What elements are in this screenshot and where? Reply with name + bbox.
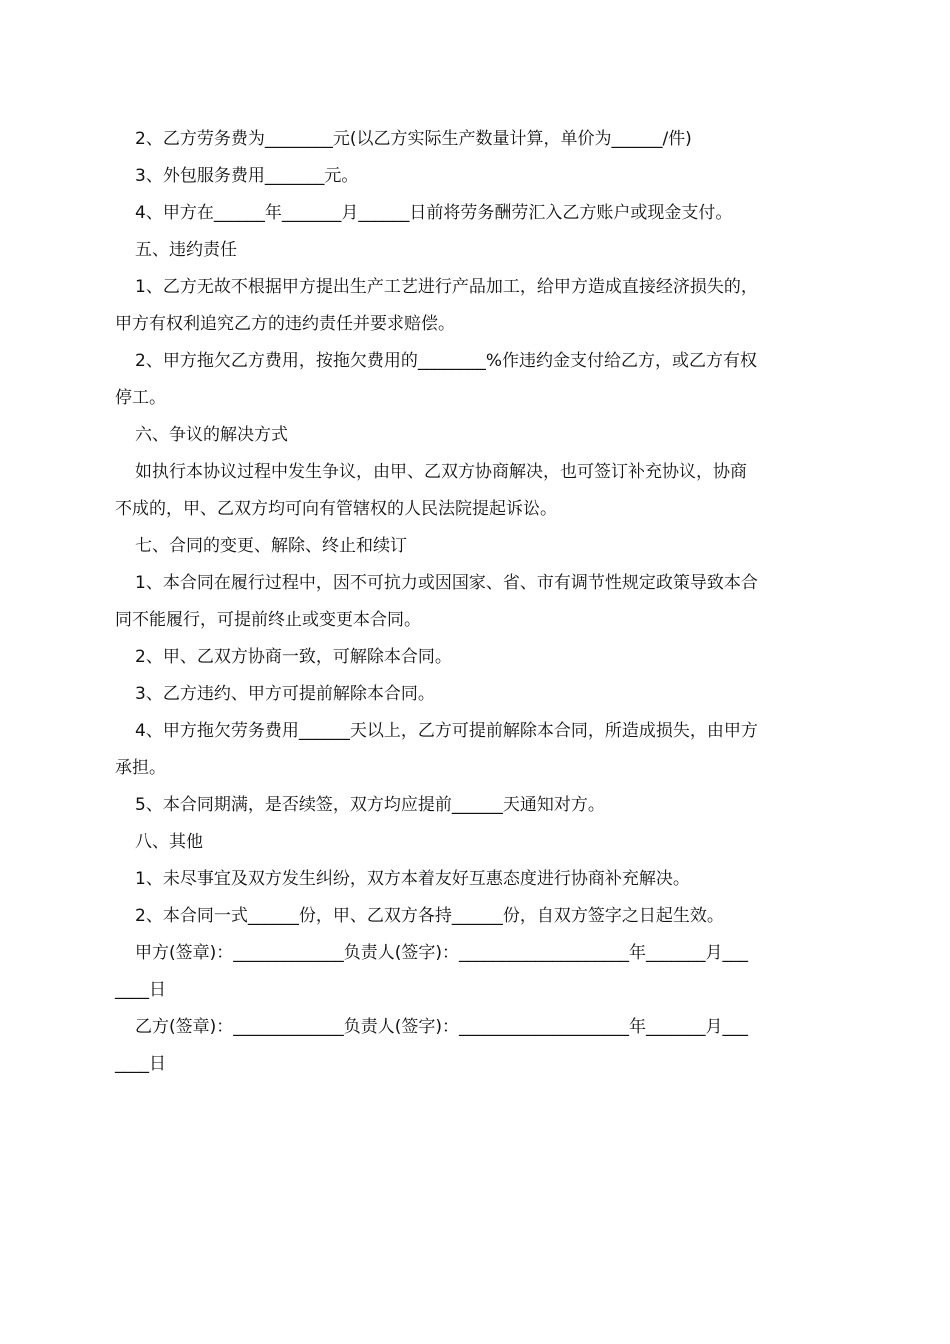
- clause-liability-2-cont: 停工。: [115, 388, 166, 408]
- signature-party-b: 乙方(签章)：_____________负责人(签字)：____________________年_______月___: [135, 1017, 749, 1037]
- signature-party-a: 甲方(签章)：_____________负责人(签字)：____________________年_______月___: [135, 943, 749, 963]
- clause-dispute: 如执行本协议过程中发生争议，由甲、乙双方协商解决，也可签订补充协议，协商: [135, 462, 747, 482]
- clause-liability-1: 1、乙方无故不根据甲方提出生产工艺进行产品加工，给甲方造成直接经济损失的，: [135, 277, 758, 297]
- clause-other-2: 2、本合同一式______份，甲、乙双方各持______份，自双方签字之日起生效。: [135, 906, 724, 926]
- clause-other-1: 1、未尽事宜及双方发生纠纷，双方本着友好互惠态度进行协商补充解决。: [135, 869, 690, 889]
- clause-liability-1-cont: 甲方有权利追究乙方的违约责任并要求赔偿。: [115, 314, 455, 334]
- clause-change-5: 5、本合同期满，是否续签，双方均应提前______天通知对方。: [135, 795, 605, 815]
- clause-change-4: 4、甲方拖欠劳务费用______天以上，乙方可提前解除本合同，所造成损失，由甲方: [135, 721, 758, 741]
- contract-body: [115, 121, 839, 1083]
- clause-liability-2: 2、甲方拖欠乙方费用，按拖欠费用的________%作违约金支付给乙方，或乙方有权: [135, 351, 757, 371]
- clause-change-3: 3、乙方违约、甲方可提前解除本合同。: [135, 684, 435, 704]
- clause-fee-outsourcing: 3、外包服务费用_______元。: [135, 166, 359, 186]
- signature-party-a-date: ____日: [115, 980, 166, 1000]
- signature-party-b-date: ____日: [115, 1054, 166, 1074]
- clause-dispute-cont: 不成的，甲、乙双方均可向有管辖权的人民法院提起诉讼。: [115, 499, 557, 519]
- section-heading-dispute: 六、争议的解决方式: [135, 425, 288, 445]
- section-heading-change: 七、合同的变更、解除、终止和续订: [135, 536, 407, 556]
- clause-fee-labor: 2、乙方劳务费为________元(以乙方实际生产数量计算，单价为______/件): [135, 129, 692, 149]
- clause-change-1: 1、本合同在履行过程中，因不可抗力或因国家、省、市有调节性规定政策导致本合: [135, 573, 758, 593]
- clause-change-4-cont: 承担。: [115, 758, 166, 778]
- section-heading-liability: 五、违约责任: [135, 240, 237, 260]
- section-heading-other: 八、其他: [135, 832, 203, 852]
- clause-change-1-cont: 同不能履行，可提前终止或变更本合同。: [115, 610, 421, 630]
- clause-change-2: 2、甲、乙双方协商一致，可解除本合同。: [135, 647, 452, 667]
- clause-payment-date: 4、甲方在______年_______月______日前将劳务酬劳汇入乙方账户或现金支付。: [135, 203, 733, 223]
